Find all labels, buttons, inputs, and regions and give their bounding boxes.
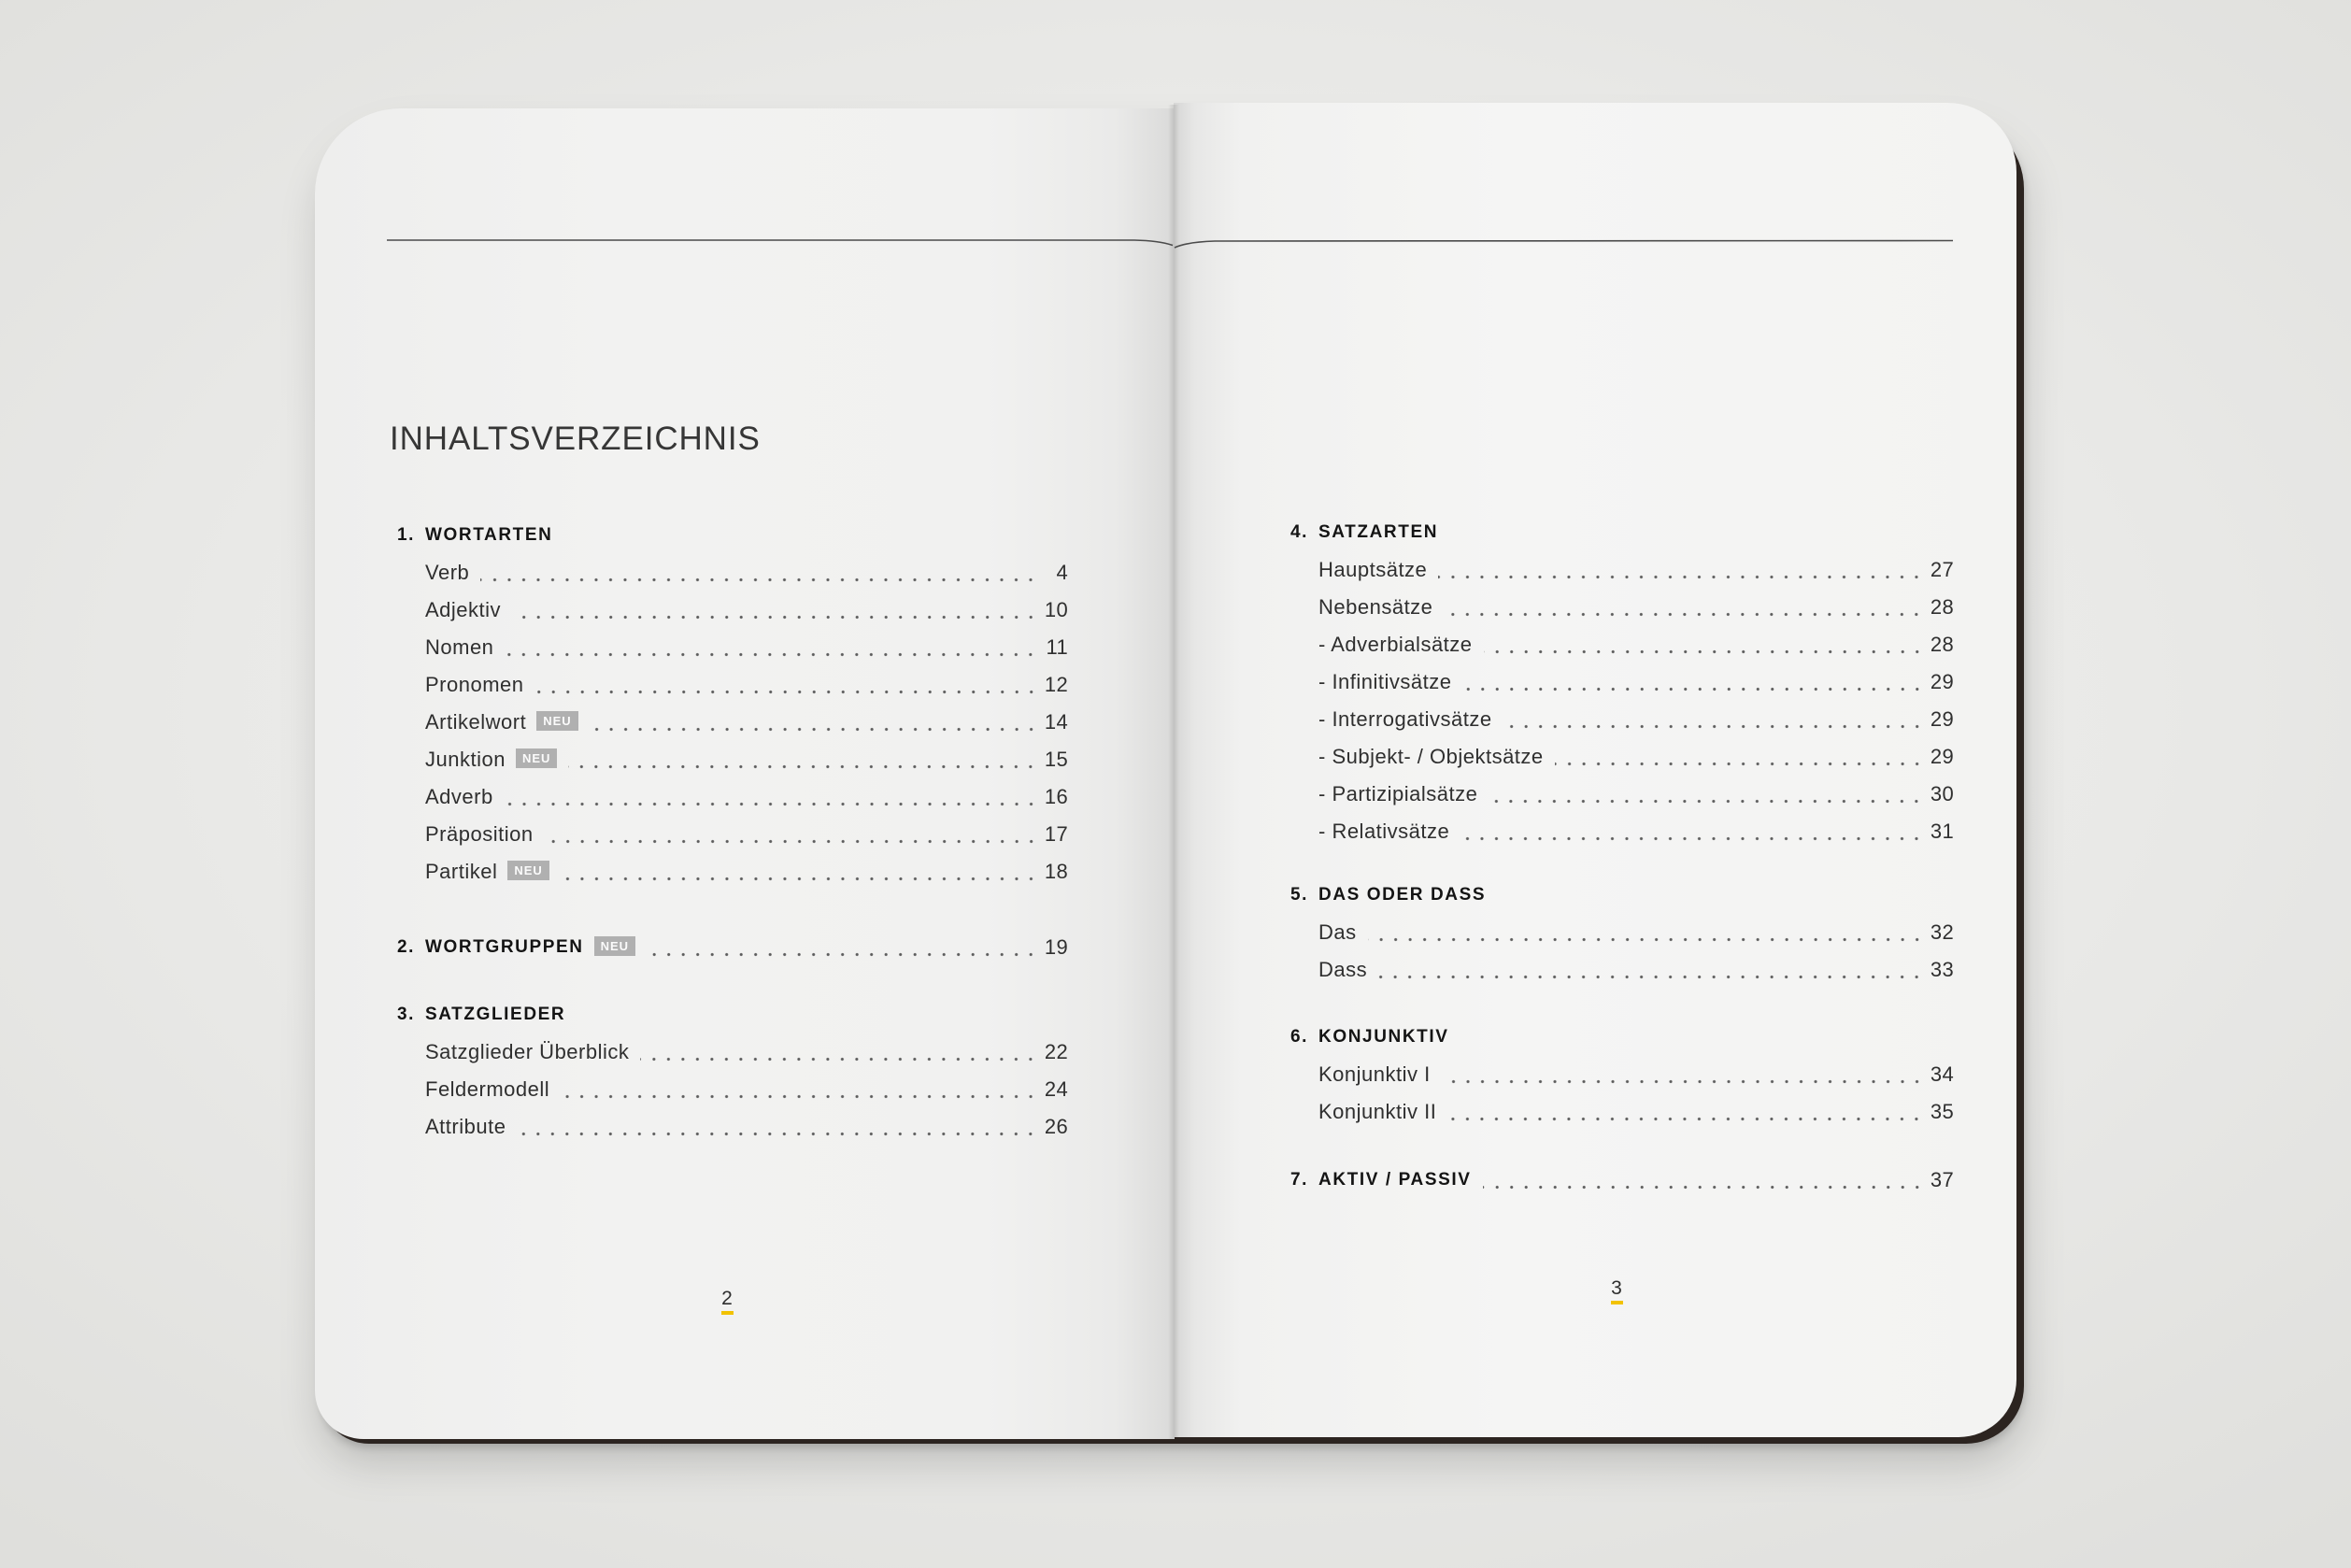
dot-leader — [512, 592, 1038, 629]
section-heading — [397, 929, 1068, 966]
entry-label: Dass — [1318, 958, 1368, 981]
dot-leader — [1484, 626, 1924, 663]
entry-label: Konjunktiv I — [1318, 1062, 1431, 1086]
toc-left-column — [397, 517, 1068, 1146]
entry-page-number: 18 — [1044, 860, 1068, 883]
section-title: AKTIV / PASSIV — [1318, 1170, 1472, 1190]
entry-page-number: 35 — [1930, 1100, 1954, 1123]
toc-entry — [1290, 914, 1954, 951]
entry-label: Adjektiv — [425, 598, 502, 621]
dot-leader — [1463, 663, 1925, 701]
entry-page-number: 30 — [1930, 782, 1954, 805]
toc-entry — [1290, 589, 1954, 626]
section-number: 4. — [1290, 522, 1309, 542]
entry-page-number: 12 — [1044, 673, 1068, 696]
toc-section — [1290, 877, 1954, 989]
entry-label: Das — [1318, 920, 1357, 944]
entry-label: - Partizipialsätze — [1318, 782, 1478, 805]
entry-label: Junktion — [425, 748, 506, 771]
section-title: SATZARTEN — [1318, 522, 1439, 542]
dot-leader — [568, 741, 1038, 778]
entry-label: Präposition — [425, 822, 534, 846]
page-number-right-underline — [1611, 1301, 1623, 1304]
entry-label: Partikel — [425, 860, 498, 883]
toc-entry — [397, 853, 1068, 891]
dot-leader — [505, 629, 1038, 666]
dot-leader — [1503, 701, 1924, 738]
toc-entry — [397, 554, 1068, 592]
dot-leader — [1442, 1056, 1924, 1093]
section-heading — [1290, 1162, 1954, 1199]
section-number: 6. — [1290, 1027, 1309, 1047]
dot-leader — [590, 704, 1038, 741]
toc-entry — [1290, 1056, 1954, 1093]
entry-page-number: 28 — [1930, 633, 1954, 656]
new-badge: NEU — [536, 711, 577, 731]
toc-entry — [1290, 813, 1954, 850]
new-badge: NEU — [516, 748, 557, 768]
entry-label: - Subjekt- / Objektsätze — [1318, 745, 1544, 768]
entry-page-number: 32 — [1930, 920, 1954, 944]
section-title: SATZGLIEDER — [425, 1005, 566, 1024]
toc-right-column — [1290, 514, 1954, 1199]
dot-leader — [505, 778, 1038, 816]
section-number: 7. — [1290, 1170, 1309, 1190]
entry-page-number: 16 — [1044, 785, 1068, 808]
entry-label: Feldermodell — [425, 1077, 550, 1101]
entry-page-number: 24 — [1044, 1077, 1068, 1101]
toc-entry — [1290, 776, 1954, 813]
entry-label: Konjunktiv II — [1318, 1100, 1437, 1123]
section-title: WORTARTEN — [425, 525, 553, 545]
dot-leader — [1489, 776, 1924, 813]
entry-page-number: 29 — [1930, 745, 1954, 768]
toc-entry — [397, 741, 1068, 778]
page-number-right: 3 — [1611, 1277, 1622, 1299]
toc-title: INHALTSVERZEICHNIS — [390, 421, 761, 457]
entry-page-number: 11 — [1046, 635, 1068, 659]
toc-entry — [397, 592, 1068, 629]
entry-label: Pronomen — [425, 673, 524, 696]
toc-entry — [1290, 701, 1954, 738]
dot-leader — [561, 853, 1038, 891]
dot-leader — [535, 666, 1038, 704]
entry-page-number: 22 — [1044, 1040, 1068, 1063]
dot-leader — [1555, 738, 1924, 776]
entry-label: Hauptsätze — [1318, 558, 1428, 581]
toc-entry — [1290, 551, 1954, 589]
page-number-left: 2 — [721, 1288, 733, 1309]
entry-label: Attribute — [425, 1115, 506, 1138]
section-heading — [1290, 877, 1954, 914]
toc-section — [397, 996, 1068, 1146]
toc-entry — [397, 1033, 1068, 1071]
toc-section — [1290, 1162, 1954, 1199]
dot-leader — [561, 1071, 1038, 1108]
entry-label: - Interrogativsätze — [1318, 707, 1492, 731]
section-number: 2. — [397, 937, 416, 957]
section-title: KONJUNKTIV — [1318, 1027, 1449, 1047]
section-heading — [397, 996, 1068, 1033]
section-number: 3. — [397, 1005, 416, 1024]
toc-entry — [397, 629, 1068, 666]
entry-label: - Relativsätze — [1318, 820, 1450, 843]
entry-page-number: 17 — [1044, 822, 1068, 846]
entry-page-number: 29 — [1930, 670, 1954, 693]
section-heading — [1290, 1019, 1954, 1056]
entry-label: Artikelwort — [425, 710, 527, 734]
dot-leader — [517, 1108, 1038, 1146]
toc-entry — [1290, 1093, 1954, 1131]
toc-entry — [1290, 951, 1954, 989]
entry-label: Verb — [425, 561, 470, 584]
toc-entry — [397, 778, 1068, 816]
dot-leader — [647, 929, 1038, 966]
toc-section — [1290, 1019, 1954, 1131]
toc-entry — [397, 704, 1068, 741]
entry-label: Adverb — [425, 785, 493, 808]
page-number-left-underline — [721, 1311, 734, 1315]
dot-leader — [1460, 813, 1924, 850]
toc-entry — [397, 1071, 1068, 1108]
dot-leader — [1444, 589, 1924, 626]
section-title: WORTGRUPPEN — [425, 937, 584, 957]
entry-page-number: 27 — [1930, 558, 1954, 581]
entry-page-number: 26 — [1044, 1115, 1068, 1138]
new-badge: NEU — [594, 936, 635, 956]
entry-page-number: 15 — [1044, 748, 1068, 771]
entry-page-number: 31 — [1930, 820, 1954, 843]
toc-entry — [1290, 626, 1954, 663]
entry-page-number: 14 — [1044, 710, 1068, 734]
entry-label: - Infinitivsätze — [1318, 670, 1452, 693]
section-page-number: 37 — [1930, 1168, 1954, 1191]
section-title: DAS ODER DASS — [1318, 885, 1487, 905]
toc-entry — [1290, 663, 1954, 701]
entry-page-number: 33 — [1930, 958, 1954, 981]
entry-page-number: 4 — [1056, 561, 1068, 584]
dot-leader — [1447, 1093, 1924, 1131]
entry-label: Nebensätze — [1318, 595, 1433, 619]
section-number: 5. — [1290, 885, 1309, 905]
dot-leader — [480, 554, 1038, 592]
toc-entry — [397, 666, 1068, 704]
section-page-number: 19 — [1044, 935, 1068, 959]
section-heading — [1290, 514, 1954, 551]
dot-leader — [1483, 1162, 1924, 1199]
section-heading — [397, 517, 1068, 554]
dot-leader — [545, 816, 1038, 853]
entry-page-number: 28 — [1930, 595, 1954, 619]
entry-page-number: 34 — [1930, 1062, 1954, 1086]
dot-leader — [640, 1033, 1038, 1071]
toc-section — [397, 929, 1068, 966]
dot-leader — [1438, 551, 1924, 589]
book-gutter — [1168, 105, 1179, 1439]
dot-leader — [1368, 914, 1924, 951]
toc-entry — [397, 816, 1068, 853]
entry-page-number: 29 — [1930, 707, 1954, 731]
section-number: 1. — [397, 525, 416, 545]
toc-entry — [1290, 738, 1954, 776]
toc-entry — [397, 1108, 1068, 1146]
entry-label: Satzglieder Überblick — [425, 1040, 630, 1063]
dot-leader — [1378, 951, 1924, 989]
toc-section — [1290, 514, 1954, 850]
entry-label: Nomen — [425, 635, 494, 659]
new-badge: NEU — [507, 861, 549, 880]
toc-section — [397, 517, 1068, 891]
entry-label: - Adverbialsätze — [1318, 633, 1473, 656]
entry-page-number: 10 — [1044, 598, 1068, 621]
